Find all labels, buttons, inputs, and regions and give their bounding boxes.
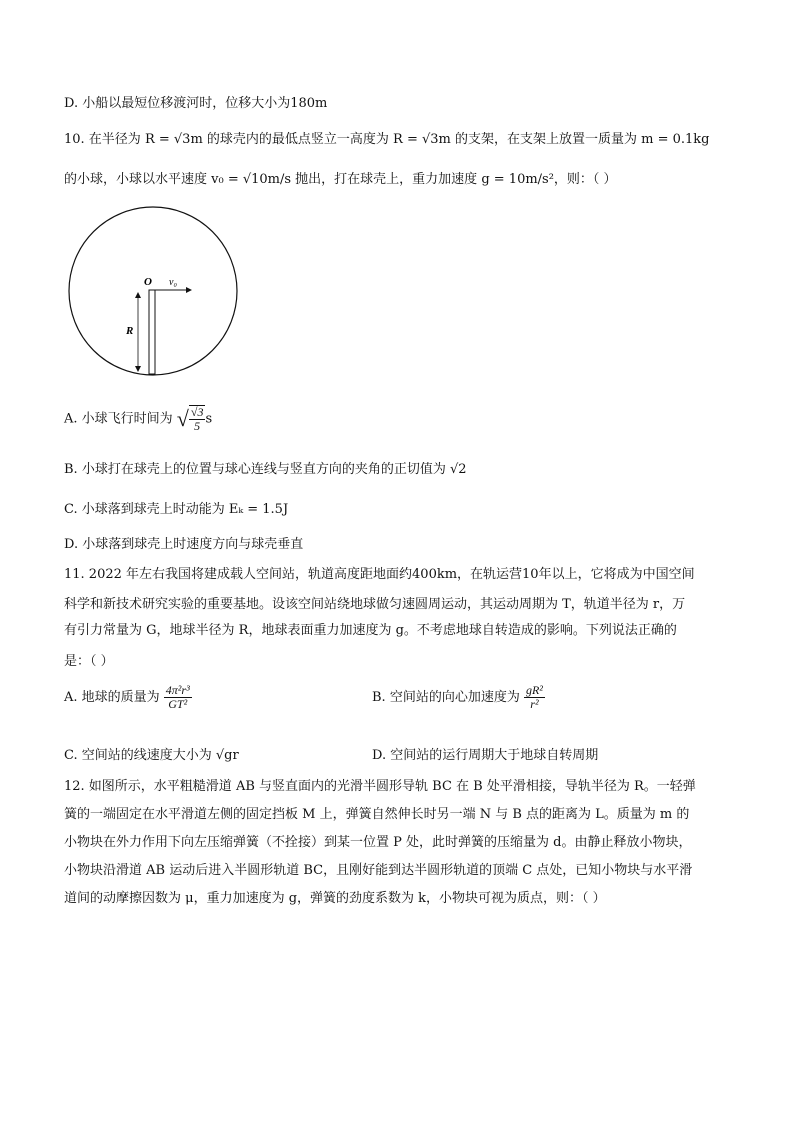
velocity-arrowhead-icon xyxy=(186,287,192,293)
question-12-stem-4: 小物块沿滑道 AB 运动后进入半圆形轨道 BC，且刚好能到达半圆形轨道的顶端 C 点处，已知小物块与水平滑 xyxy=(64,863,693,878)
question-12-stem-1: 12. 如图所示，水平粗糙滑道 AB 与竖直面内的光滑半圆形导轨 BC 在 B 处平滑相接，导轨半径为 R。一轻弹 xyxy=(64,779,696,794)
q11-option-a-text: A. 地球的质量为 xyxy=(64,690,160,706)
option-a-denominator: 5 xyxy=(194,419,201,434)
question-11-stem-1: 11. 2022 年左右我国将建成载人空间站，轨道高度距地面约400km，在轨运营10年以上，它将成为中国空间 xyxy=(64,567,695,582)
q11-option-a-denominator: GT² xyxy=(168,697,188,712)
option-a-text: A. 小球飞行时间为 xyxy=(64,411,173,427)
question-11-option-a xyxy=(64,684,192,711)
line-d9: D. 小船以最短位移渡河时，位移大小为180m xyxy=(64,96,328,111)
question-10-stem-1: 10. 在半径为 R = √3m 的球壳内的最低点竖立一高度为 R = √3m 的支架，在支架上放置一质量为 m = 0.1kg xyxy=(64,132,710,147)
question-11-stem-3: 有引力常量为 G，地球半径为 R，地球表面重力加速度为 g。不考虑地球自转造成的影响。下列说法正确的 xyxy=(64,623,677,638)
question-10-option-b: B. 小球打在球壳上的位置与球心连线与竖直方向的夹角的正切值为 √2 xyxy=(64,462,467,477)
question-10-option-d: D. 小球落到球壳上时速度方向与球壳垂直 xyxy=(64,537,304,552)
q11-option-b-denominator: r² xyxy=(530,697,539,712)
question-11-option-b xyxy=(372,684,545,711)
figure-label-o: O xyxy=(144,276,152,288)
sphere-shell-figure xyxy=(64,202,242,378)
question-11-option-d: D. 空间站的运行周期大于地球自转周期 xyxy=(372,748,599,763)
option-a-unit: s xyxy=(205,411,213,427)
question-11-stem-4: 是：（ ） xyxy=(64,654,114,669)
q11-option-b-text: B. 空间站的向心加速度为 xyxy=(372,690,520,706)
height-arrow-top-icon xyxy=(135,292,141,298)
question-10-option-a xyxy=(64,405,212,433)
q11-option-a-fraction xyxy=(164,684,192,711)
question-10-option-c: C. 小球落到球壳上时动能为 Eₖ = 1.5J xyxy=(64,502,289,517)
support-stand xyxy=(149,290,155,374)
option-a-fraction xyxy=(189,405,206,433)
option-a-radical: √ xyxy=(176,406,189,432)
question-12-stem-3: 小物块在外力作用下向左压缩弹簧（不拴接）到某一位置 P 处，此时弹簧的压缩量为 d。由静止释放小物块， xyxy=(64,835,692,850)
figure-label-r: R xyxy=(126,325,134,337)
option-a-numerator: √3 xyxy=(190,405,204,419)
question-10-stem-2: 的小球，小球以水平速度 v₀ = √10m/s 抛出，打在球壳上，重力加速度 g = 10m/s²，则：（ ） xyxy=(64,172,617,187)
q11-option-b-fraction xyxy=(524,684,545,711)
q11-option-a-numerator: 4π²r³ xyxy=(165,683,190,697)
q11-option-b-numerator: gR² xyxy=(525,683,543,697)
question-11-stem-2: 科学和新技术研究实验的重要基地。设该空间站绕地球做匀速圆周运动，其运动周期为 T，轨道半径为 r，万 xyxy=(64,597,686,612)
height-arrow-bottom-icon xyxy=(135,366,141,372)
figure-label-v0: v₀ xyxy=(169,277,177,288)
question-11-option-c: C. 空间站的线速度大小为 √gr xyxy=(64,748,239,763)
question-12-stem-5: 道间的动摩擦因数为 μ，重力加速度为 g，弹簧的劲度系数为 k，小物块可视为质点，则：（ ） xyxy=(64,891,606,906)
question-12-stem-2: 簧的一端固定在水平滑道左侧的固定挡板 M 上，弹簧自然伸长时另一端 N 与 B 点的距离为 L。质量为 m 的 xyxy=(64,807,690,822)
